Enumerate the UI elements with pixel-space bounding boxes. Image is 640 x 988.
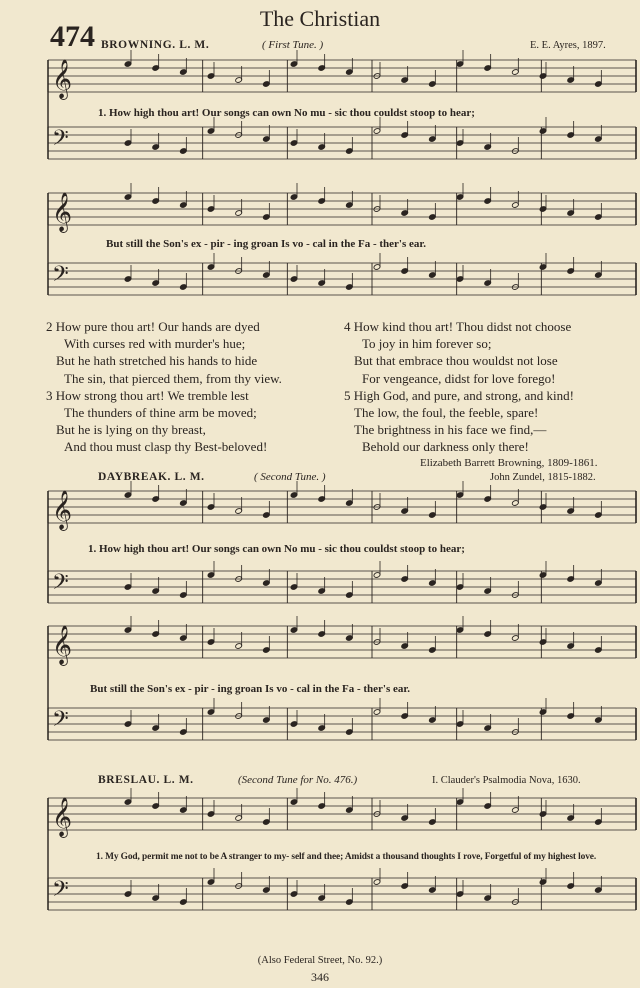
tune3-note: (Second Tune for No. 476.) — [238, 774, 358, 786]
clef-glyph: 𝄞 — [52, 490, 73, 530]
clef-glyph: 𝄢 — [52, 262, 69, 292]
verse-author: Elizabeth Barrett Browning, 1809-1861. — [420, 457, 598, 469]
tune2-name: DAYBREAK. L. M. — [98, 471, 205, 483]
tune2-lyric-line2: But still the Son's ex - pir - ing groan Is vo - cal in the Fa - ther's ear. — [90, 683, 411, 695]
clef-glyph: 𝄞 — [52, 797, 73, 837]
verse-line: But he hath stretched his hands to hide — [56, 353, 258, 369]
clef-glyph: 𝄞 — [52, 59, 73, 99]
page-number: 346 — [311, 970, 329, 984]
verse-line: But that embrace thou wouldst not lose — [354, 353, 558, 369]
tune2-lyric-line1: 1. How high thou art! Our songs can own No mu - sic thou couldst stoop to hear; — [88, 543, 465, 555]
verse-line: With curses red with murder's hue; — [64, 336, 246, 352]
hymn-number: 474 — [50, 20, 95, 53]
verse-line: Behold our darkness only there! — [362, 439, 529, 455]
footer-note: (Also Federal Street, No. 92.) — [257, 955, 383, 966]
verse-line: 4 How kind thou art! Thou didst not choose — [344, 319, 572, 334]
verse-line: The low, the foul, the feeble, spare! — [354, 405, 539, 421]
verse-line: 3 How strong thou art! We tremble lest — [46, 387, 249, 403]
tune1-lyric-line2: But still the Son's ex - pir - ing groan Is vo - cal in the Fa - ther's ear. — [106, 238, 427, 250]
clef-glyph: 𝄢 — [52, 126, 69, 156]
clef-glyph: 𝄞 — [52, 192, 73, 232]
verse-line: For vengeance, didst for love forego! — [362, 370, 556, 386]
tune1-lyric-line1: 1. How high thou art! Our songs can own No mu - sic thou couldst stoop to hear; — [98, 107, 475, 119]
tune3-lyric-line1: 1. My God, permit me not to be A stranger to my- self and thee; Amidst a thousand thoughts I rove, Forgetful of my highest love. — [96, 852, 597, 862]
clef-glyph: 𝄢 — [52, 877, 69, 907]
verse-line: The sin, that pierced them, from thy view. — [64, 370, 282, 386]
page-header: The Christian — [259, 6, 381, 31]
tune1-composer: E. E. Ayres, 1897. — [530, 40, 606, 51]
clef-glyph: 𝄞 — [52, 625, 73, 665]
clef-glyph: 𝄢 — [52, 707, 69, 737]
verse-line: 5 High God, and pure, and strong, and kind! — [344, 387, 574, 403]
verses-left — [46, 318, 282, 456]
verse-line: To joy in him forever so; — [362, 336, 492, 352]
tune1-note: ( First Tune. ) — [262, 39, 324, 51]
tune3-composer: I. Clauder's Psalmodia Nova, 1630. — [432, 775, 581, 786]
verse-line: But he is lying on thy breast, — [56, 422, 206, 438]
tune2-composer: John Zundel, 1815-1882. — [490, 472, 596, 483]
verse-line: The thunders of thine arm be moved; — [64, 405, 257, 421]
verses-right — [344, 318, 574, 456]
verse-line: 2 How pure thou art! Our hands are dyed — [46, 319, 260, 334]
clef-glyph: 𝄢 — [52, 570, 69, 600]
verse-line: And thou must clasp thy Best-beloved! — [64, 439, 268, 455]
tune3-name: BRESLAU. L. M. — [98, 774, 194, 786]
tune1-name: BROWNING. L. M. — [101, 39, 210, 51]
verse-line: The brightness in his face we find,— — [354, 422, 547, 438]
tune2-note: ( Second Tune. ) — [254, 471, 326, 483]
